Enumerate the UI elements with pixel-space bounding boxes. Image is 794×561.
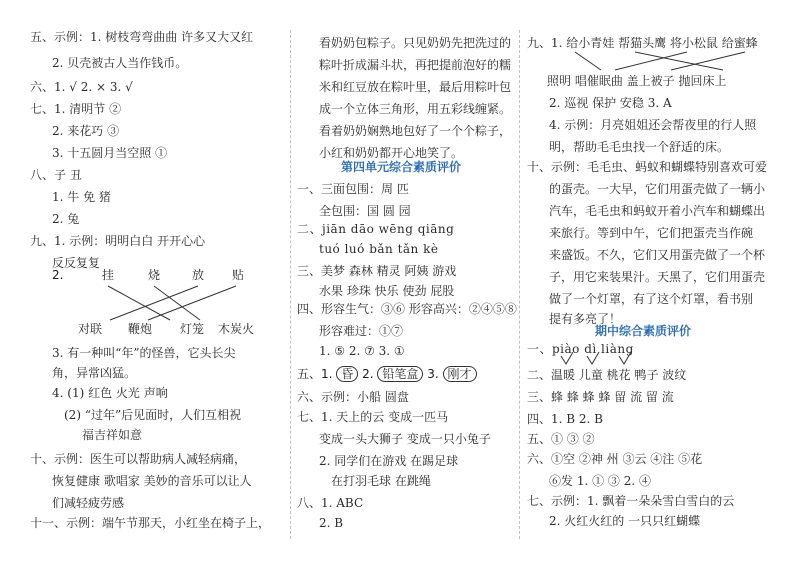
answer-5-1: 五、示例：1. 树枝弯弯曲曲 许多又大又红 bbox=[30, 30, 254, 44]
column-divider-2 bbox=[519, 30, 520, 539]
answer-c9-1-bottom: 照明 唱催眠曲 盖上被子 抛回床上 bbox=[547, 74, 727, 88]
unit4-answer-3: 三、美梦 森林 精灵 阿姨 游戏 bbox=[297, 264, 457, 278]
match-bottom-4: 木炭火 bbox=[218, 322, 255, 336]
midterm-answer-3: 三、蜂 蜂 蜂 蜂 留 流 留 流 bbox=[527, 390, 674, 404]
answer-c10-l2: 的蛋壳。一大早，它们用蛋壳做了一辆小 bbox=[549, 182, 766, 196]
match-top-1: 挂 bbox=[102, 268, 115, 282]
midterm-answer-1: 一、piào dì liàng bbox=[527, 342, 634, 356]
answer-7-2: 2. 来花巧 ③ bbox=[52, 124, 120, 138]
answer-7-1: 七、1. 清明节 ② bbox=[30, 102, 122, 116]
essay-line-6: 小红和奶奶都开心地笑了。 bbox=[319, 146, 464, 160]
essay-line-2: 粽叶折成漏斗状，再把提前泡好的糯 bbox=[319, 58, 512, 72]
essay-line-4: 成一个立体三角形，用五彩线缠紧。 bbox=[319, 102, 512, 116]
answer-10-cont1: 恢复健康 歌唱家 美妙的音乐可以让人 bbox=[52, 474, 252, 488]
answer-5-2: 2. 贝壳被古人当作钱币。 bbox=[52, 56, 188, 70]
unit4-heading: 第四单元综合素质评价 bbox=[341, 160, 462, 174]
essay-line-3: 米和红豆放在粽叶里，最后用粽叶包 bbox=[319, 80, 512, 94]
answer-c10-l6: 子，用它来装果汁。天黑了，它们用蛋壳 bbox=[549, 270, 766, 284]
unit4-answer-7-2: 2. 同学们在游戏 在踢足球 bbox=[319, 454, 459, 468]
answer-9-3: 3. 有一种叫“年”的怪兽，它头长尖 bbox=[52, 346, 236, 360]
unit4-answer-2-cont: tuó luó bǎn tǎn kè bbox=[319, 242, 439, 256]
match-top-4: 贴 bbox=[232, 268, 245, 282]
match-bottom-3: 灯笼 bbox=[180, 322, 205, 336]
midterm-answer-2: 二、温暖 儿童 桃花 鸭子 波纹 bbox=[527, 368, 687, 382]
answer-11: 十一、示例：端午节那天，小红坐在椅子上， bbox=[30, 516, 271, 530]
answer-8-1: 1. 牛 免 猪 bbox=[52, 190, 111, 204]
answer-10: 十、示例：医生可以帮助病人减轻病痛， bbox=[30, 452, 247, 466]
match-top-2: 烧 bbox=[148, 268, 161, 282]
answer-c9-2: 2. 巡视 保护 安稳 3. A bbox=[549, 96, 672, 110]
answer-9-4-1: 4. (1) 红色 火光 声响 bbox=[52, 386, 168, 400]
midterm-answer-4: 四、1. B 2. B bbox=[527, 412, 603, 426]
column-divider-1 bbox=[290, 30, 291, 539]
column-middle bbox=[297, 0, 517, 561]
answer-c10-l4: 来旅行。等到中午，它们把蛋壳当作碗 bbox=[549, 226, 754, 240]
circled-answer-1: 昏 bbox=[336, 366, 358, 382]
answer-c10-l7: 做了一个灯罩，有了这个灯罩，看书别 bbox=[549, 292, 754, 306]
answer-c10-l3: 汽车，毛毛虫和蚂蚁开着小汽车和蝴蝶出 bbox=[549, 204, 766, 218]
answer-c10-l8: 提有多亮了！ bbox=[549, 312, 622, 326]
answer-9-4-2: (2) “过年”后见面时，人们互相祝 bbox=[64, 408, 242, 422]
circled-answer-3: 刚才 bbox=[443, 366, 477, 382]
unit4-answer-7-1-cont: 变成一头大狮子 变成一只小兔子 bbox=[319, 432, 491, 446]
answer-c9-4: 4. 示例：月亮姐姐还会帮夜里的行人照 bbox=[549, 118, 757, 132]
answer-9-1-cont: 反反复复 bbox=[52, 256, 101, 270]
answer-10-cont2: 们减轻疲劳感 bbox=[52, 496, 125, 510]
column-left bbox=[30, 0, 282, 561]
match-top-3: 放 bbox=[192, 268, 205, 282]
unit4-answer-8-2: 2. B bbox=[319, 516, 344, 530]
column-right bbox=[527, 0, 779, 561]
unit4-answer-4: 四、形容生气：③⑥ 形容高兴：②④⑤⑧ bbox=[297, 302, 517, 316]
answer-6: 六、1. √ 2. × 3. √ bbox=[30, 80, 133, 94]
answer-c9-4-cont: 明，帮助毛毛虫找一个舒适的床。 bbox=[549, 140, 730, 154]
unit4-answer-1: 一、三面包围：周 匹 bbox=[297, 182, 409, 196]
answer-9-2-label: 2. bbox=[52, 268, 64, 282]
unit4-answer-4-sub: 1. ⑤ 2. ⑦ 3. ① bbox=[319, 344, 405, 358]
answer-7-3: 3. 十五圆月当空照 ① bbox=[52, 146, 168, 160]
match-bottom-1: 对联 bbox=[78, 322, 103, 336]
midterm-answer-7-1: 七、示例：1. 飘着一朵朵雪白雪白的云 bbox=[527, 494, 735, 508]
unit4-answer-4-cont: 形容难过：①⑦ bbox=[319, 324, 404, 338]
midterm-answer-6: 六、①空 ②神 州 ③云 ④注 ⑤花 bbox=[527, 452, 703, 466]
answer-9-4-2-cont: 福吉祥如意 bbox=[82, 428, 143, 442]
unit4-answer-8-1: 八、1. ABC bbox=[297, 496, 364, 510]
essay-line-1: 看奶奶包粽子。只见奶奶先把洗过的 bbox=[319, 36, 512, 50]
unit4-answer-2: 二、jiān dāo wēng qiāng bbox=[297, 222, 455, 236]
midterm-answer-7-2: 2. 火红火红的 一只只红蝴蝶 bbox=[549, 514, 701, 528]
match-bottom-2: 鞭炮 bbox=[128, 322, 153, 336]
unit4-answer-3-cont: 水果 珍珠 快乐 使劲 屁股 bbox=[319, 284, 455, 298]
midterm-answer-5: 五、① ③ ② bbox=[527, 432, 595, 446]
answer-8-2: 2. 兔 bbox=[52, 212, 80, 226]
unit4-answer-6: 六、示例：小船 圆盘 bbox=[297, 390, 409, 404]
answer-8: 八、子 丑 bbox=[30, 168, 82, 182]
answer-9-1: 九、1. 示例：明明白白 开开心心 bbox=[30, 234, 206, 248]
midterm-heading: 期中综合素质评价 bbox=[595, 324, 692, 338]
unit4-answer-1-cont: 全包围：国 圆 园 bbox=[319, 204, 411, 218]
essay-line-5: 看着奶奶娴熟地包好了一个个粽子， bbox=[319, 124, 512, 138]
answer-c10-l5: 来盛饭。不久，它们又用蛋壳做了一个杯 bbox=[549, 248, 766, 262]
answer-9-3-cont: 角，异常凶猛。 bbox=[52, 366, 137, 380]
midterm-answer-6-cont: ⑥发 1. ① ③ 2. ④ bbox=[549, 474, 651, 488]
unit4-answer-7-1: 七、1. 天上的云 变成一匹马 bbox=[297, 410, 449, 424]
unit4-answer-5: 五、1. 昏 2. 铅笔盒 3. 刚才 bbox=[297, 366, 477, 382]
answer-c9-1: 九、1. 给小青娃 帮猫头鹰 将小松鼠 给蜜蜂 bbox=[527, 36, 758, 50]
answer-c10: 十、示例：毛毛虫、蚂蚁和蝴蝶特别喜欢可爱 bbox=[527, 160, 768, 174]
unit4-answer-7-2-cont: 在打羽毛球 在跳绳 bbox=[331, 474, 431, 488]
circled-answer-2: 铅笔盒 bbox=[377, 366, 423, 382]
